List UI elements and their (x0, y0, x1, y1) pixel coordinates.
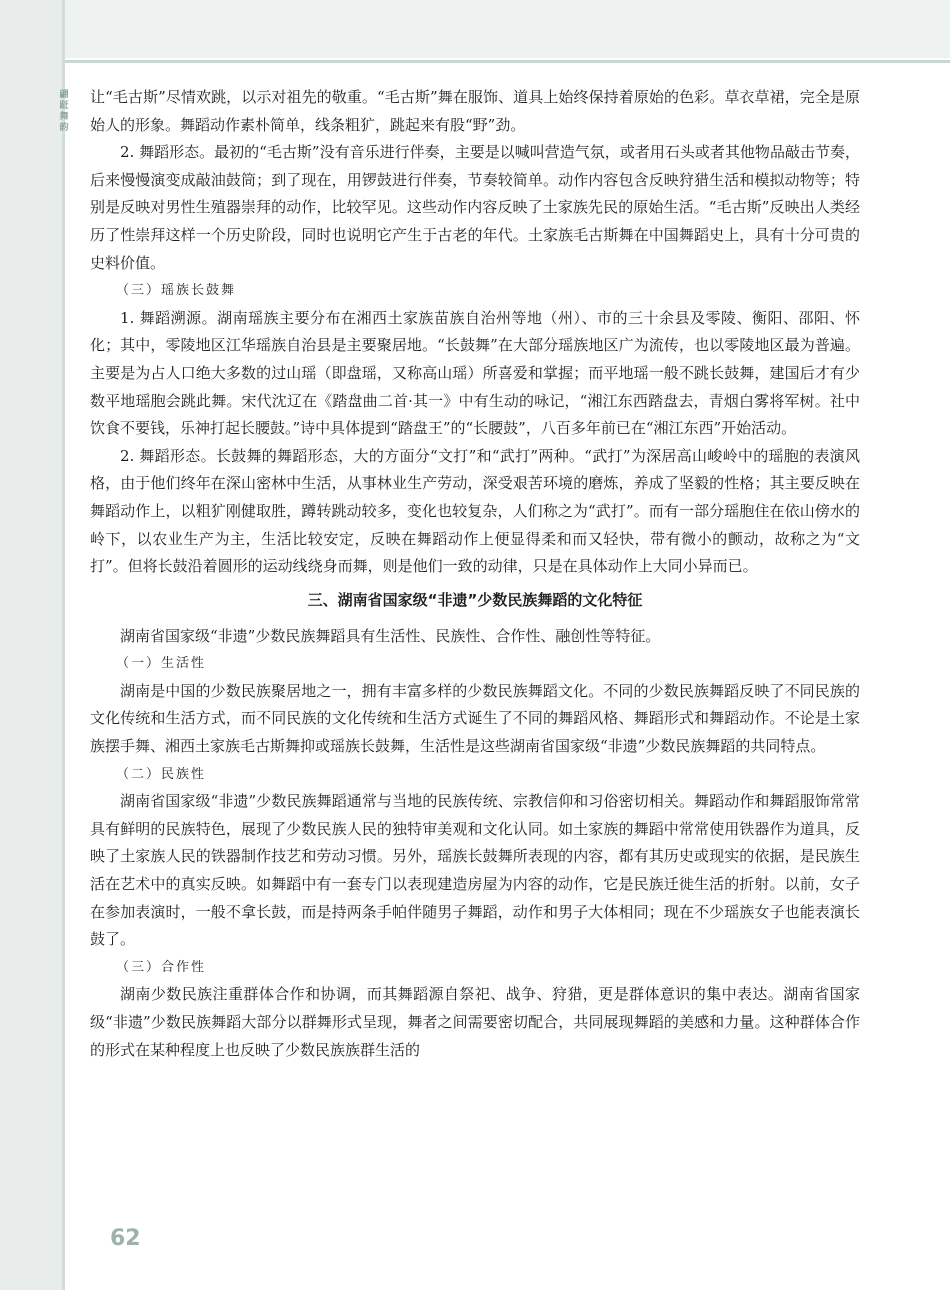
section-title: 三、湖南省国家级“非遗”少数民族舞蹈的文化特征 (307, 590, 643, 609)
paragraph: 湖南省国家级“非遗”少数民族舞蹈通常与当地的民族传统、宗教信仰和习俗密切相关。舞蹈动作和舞蹈服饰常常具有鲜明的民族特色，展现了少数民族人民的独特审美观和文化认同。如土家族的舞蹈中常常使用铁器作为道具，反映了土家族人民的铁器制作技艺和劳动习惯。另外，瑶族长鼓舞所表现的内容，都有其历史或现实的依据，是民族生活在艺术中的真实反映。如舞蹈中有一套专门以表现建造房屋为内容的动作，它是民族迁徙生活的折射。以前，女子在参加表演时，一般不拿长鼓，而是持两条手帕伴随男子舞蹈，动作和男子大体相同；现在不少瑶族女子也能表演长鼓了。 (90, 792, 860, 949)
subheading: （三）合作性 (116, 959, 207, 975)
paragraph: 湖南少数民族注重群体合作和协调，而其舞蹈源自祭祀、战争、狩猎，更是群体意识的集中表达。湖南省国家级“非遗”少数民族舞蹈大部分以群舞形式呈现，舞者之间需要密切配合，共同展现舞蹈的美感和力量。这种群体合作的形式在某种程度上也反映了少数民族族群生活的 (90, 985, 860, 1059)
paragraph: 2. 舞蹈形态。最初的“毛古斯”没有音乐进行伴奏，主要是以喊叫营造气氛，或者用石头或者其他物品敲击节奏，后来慢慢演变成敲油鼓筒；到了现在，用锣鼓进行伴奏，节奏较简单。动作内容包含反映狩猎生活和模拟动物等；特别是反映对男性生殖器崇拜的动作，比较罕见。这些动作内容反映了土家族先民的原始生活。“毛古斯”反映出人类经历了性崇拜这样一个历史阶段，同时也说明它产生于古老的年代。土家族毛古斯舞在中国舞蹈史上，具有十分可贵的史料价值。 (90, 143, 860, 272)
page-number: 62 (110, 1226, 141, 1251)
side-margin-strip (0, 0, 65, 1290)
subheading: （三）瑶族长鼓舞 (116, 283, 237, 299)
header-rule (64, 60, 950, 63)
header-band (0, 0, 950, 58)
paragraph: 1. 舞蹈溯源。湖南瑶族主要分布在湘西土家族苗族自治州等地（州）、市的三十余县及零陵、衡阳、邵阳、怀化；其中，零陵地区江华瑶族自治县是主要聚居地。“长鼓舞”在大部分瑶族地区广为流传，也以零陵地区最为普遍。主要是为占人口绝大多数的过山瑶（即盘瑶，又称高山瑶）所喜爱和掌握；而平地瑶一般不跳长鼓舞，建国后才有少数平地瑶胞会跳此舞。宋代沈辽在《踏盘曲二首·其一》中有生动的咏记，“湘江东西踏盘去，青烟白雾将军树。社中饮食不要钱，乐神打起长腰鼓。”诗中具体提到“踏盘王”的“长腰鼓”，八百多年前已在“湘江东西”开始活动。 (90, 308, 860, 438)
paragraph: 湖南是中国的少数民族聚居地之一，拥有丰富多样的少数民族舞蹈文化。不同的少数民族舞蹈反映了不同民族的文化传统和生活方式，而不同民族的文化传统和生活方式诞生了不同的舞蹈风格、舞蹈形式和舞蹈动作。不论是土家族摆手舞、湘西土家族毛古斯舞抑或瑶族长鼓舞，生活性是这些湖南省国家级“非遗”少数民族舞蹈的共同特点。 (90, 681, 860, 756)
running-title: 翩跹舞韵 (59, 90, 69, 133)
paragraph: 让“毛古斯”尽情欢跳，以示对祖先的敬重。“毛古斯”舞在服饰、道具上始终保持着原始的色彩。草衣草裙，完全是原始人的形象。舞蹈动作素朴简单，线条粗犷，跳起来有股“野”劲。 (90, 88, 860, 134)
paragraph: 2. 舞蹈形态。长鼓舞的舞蹈形态，大的方面分“文打”和“武打”两种。“武打”为深居高山峻岭中的瑶胞的表演风格，由于他们终年在深山密林中生活，从事林业生产劳动，深受艰苦环境的磨炼，养成了坚毅的性格；其主要反映在舞蹈动作上，以粗犷刚健取胜，蹲转跳动较多，变化也较复杂，人们称之为“武打”。而有一部分瑶胞住在依山傍水的岭下，以农业生产为主，生活比较安定，反映在舞蹈动作上便显得柔和而又轻快，带有微小的颤动，故称之为“文打”。但将长鼓沿着圆形的运动线绕身而舞，则是他们一致的动律，只是在具体动作上大同小异而已。 (90, 446, 860, 576)
subheading: （一）生活性 (116, 656, 207, 672)
article-body (90, 84, 860, 1064)
paragraph: 湖南省国家级“非遗”少数民族舞蹈具有生活性、民族性、合作性、融创性等特征。 (120, 626, 661, 645)
subheading: （二）民族性 (116, 766, 207, 782)
